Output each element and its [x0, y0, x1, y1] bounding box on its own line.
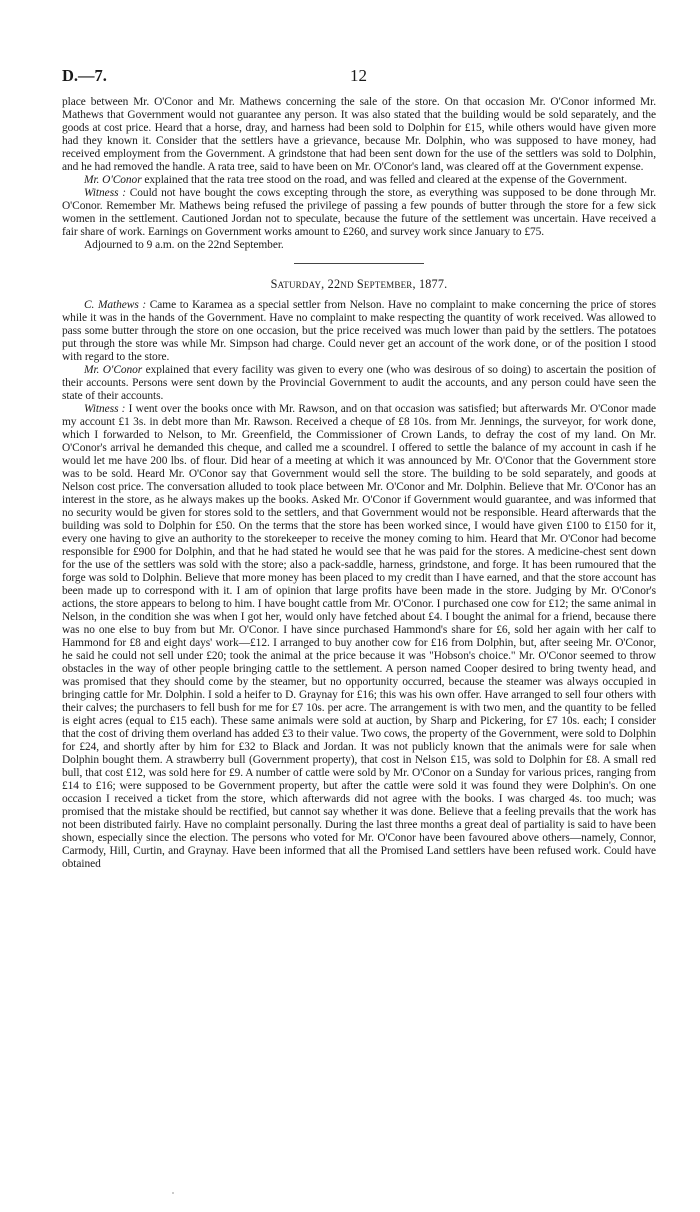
section-divider — [294, 263, 424, 264]
paragraph-text: explained that the rata tree stood on the road, and was felled and cleared at the expense of the Government. — [141, 174, 628, 186]
paragraph-witness — [62, 187, 656, 239]
paragraph-oconor-explanation — [62, 174, 656, 187]
section-heading: Saturday, 22nd September, 1877. — [270, 277, 448, 291]
paragraph-witness-testimony — [62, 403, 656, 871]
adjournment-note: Adjourned to 9 a.m. on the 22nd September. — [84, 239, 284, 251]
speaker-label: Mr. O'Conor — [84, 174, 142, 186]
paragraph-text: Could not have bought the cows excepting through the store, as everything was supposed to be done through Mr. O'Conor. Remember Mr. Mathews being refused the privilege of passing a few pounds of butter through the store for a few sick women in the settlement. Cautioned Jordan not to speculate, because the future of the settlement was uncertain. Have received a fair share of work. Earnings on Government works amount to £260, and survey work since January to £75. — [62, 187, 656, 238]
paragraph-text: Came to Karamea as a special settler from Nelson. Have no complaint to make concerning the price of stores while it was in the hands of the Government. Have no complaint to make respecting the quantity of work received. Was allowed to pass some butter through the store on one occasion, but the price received was much lower than paid by the settlers. The potatoes put through the store was while Mr. Simpson had charge. Could never get an account of the work done, or of the position I stood with regard to the store. — [62, 299, 656, 363]
paragraph-mathews — [62, 299, 656, 364]
paragraph-oconor-accounts — [62, 364, 656, 403]
scan-speck — [172, 1192, 174, 1194]
document-body — [62, 96, 656, 871]
speaker-label: Mr. O'Conor — [84, 364, 143, 376]
speaker-label: C. Mathews : — [84, 299, 147, 311]
speaker-label: Witness : — [84, 187, 126, 199]
page-header — [62, 66, 658, 88]
page-number: 12 — [350, 66, 367, 85]
paragraph-text: I went over the books once with Mr. Rawson, and on that occasion was satisfied; but afterwards Mr. O'Conor made my account £1 3s. in debt more than Mr. Rawson. Received a cheque of £8 10s. from Mr. Jennings, the surveyor, for work done, which I forwarded to Nelson, to Mr. Greenfield, the Commissioner of Crown Lands, to defray the cost of my land. On Mr. O'Conor's arrival he demanded this cheque, and called me a scoundrel. I offered to settle the balance of my account in cash if he would let me have 200 lbs. of flour. Did hear of a meeting at which it was announced by Mr. O'Conor that the Government store was to be sold. Heard Mr. O'Conor say that Government would sell the store. The building to be sold separately, and goods at Nelson cost price. The conversation alluded to took place between Mr. O'Conor and Mr. Dolphin. Believe that Mr. O'Conor has an interest in the store, as he always makes up the books. Asked Mr. O'Conor if Government would guarantee, and was informed that no security would be given for stores sold to the settlers, and that Government would not be responsible. Heard afterwards that the building was sold to Dolphin for £50. On the terms that the store has been worked since, I would have given £100 to £150 for it, every one having to give an authority to the storekeeper to receive the money coming to him. Heard that Mr. O'Conor had become responsible for £900 for Dolphin, and that he had stated he would see that he was paid for the stores. A medicine-chest sent down for the use of the settlers was sold with the store; also a pack-saddle, harness, grindstone, and forge. It has been rumoured that the forge was sold to Dolphin. Believe that more money has been placed to my credit than I have earned, and that the store account has been made up to correspond with it. I am of opinion that large profits have been made in the store. Judging by Mr. O'Conor's actions, the store appears to belong to him. I have bought cattle from Mr. O'Conor. I purchased one cow for £12; the same animal in Nelson, in the condition she was when I got her, would only have fetched about £4. I bought the animal for a friend, because there was no one else to buy from but Mr. O'Conor. I have since purchased Hammond's share for £6, sold her again with her calf to Hammond for £8 and eight days' work—£12. I arranged to buy another cow for £16 from Dolphin, but, after seeing Mr. O'Conor, he said he could not sell under £20; took the animal at the price because it was "Hobson's choice." Mr. O'Conor seemed to throw obstacles in the way of other people bringing cattle to the settlement. A person named Cooper desired to bring twenty head, and was promised that they should come by the steamer, but no opportunity occurred, because the steamer was always occupied in bringing cattle for Mr. Dolphin. I sold a heifer to D. Graynay for £16; this was his own offer. Have arranged to sell four others with their calves; the purchasers to fell bush for me for £7 10s. per acre. The arrangement is with two men, and the quantity to be felled is eight acres (equal to £15 each). These same animals were sold at auction, by Sharp and Pickering, for £7 10s. each; I consider that the cost of driving them overland has added £3 to their value. Two cows, the property of the Government, were sold to Dolphin for £24, and shortly after by him for £32 to Black and Jordan. It was not publicly known that the animals were for sale when Dolphin bought them. A strawberry bull (Government property), that cost in Nelson £15, was sold to Dolphin for £8. A small red bull, that cost £12, was sold here for £9. A number of cattle were sold by Mr. O'Conor on a Sunday for various prices, ranging from £14 to £16; were supposed to be Government property, but after the cattle were sold it was found they were Dolphin's. On one occasion I received a ticket from the store, which afterwards did not agree with the books. I was charged 4s. too much; was promised that the mistake should be rectified, but cannot say whether it was done. Believe that a feeling prevails that the work has not been distributed fairly. Have no complaint personally. During the last three months a great deal of partiality is said to have been shown, especially since the election. The persons who voted for Mr. O'Conor have been favoured above others—namely, Connor, Carmody, Hill, Curtin, and Graynay. Have been informed that all the Promised Land settlers have been refused work. Could have obtained — [62, 403, 657, 870]
document-reference: D.—7. — [62, 66, 107, 85]
paragraph-text: explained that every facility was given to every one (who was desirous of so doing) to ascertain the position of their accounts. Persons were sent down by the Provincial Government to audit the accounts, and any person could have seen the state of their accounts. — [62, 364, 656, 402]
speaker-label: Witness : — [84, 403, 126, 415]
paragraph-continued: place between Mr. O'Conor and Mr. Mathews concerning the sale of the store. On that occasion Mr. O'Conor informed Mr. Mathews that Government would not guarantee any person. It was also stated that the building would be sold separately, and the goods at cost price. Heard that a horse, dray, and harness had been sold to Dolphin for £15, while others would have given more had they known it. Consider that the settlers have a grievance, because Mr. Dolphin, who was supposed to have money, had received employment from the Government. A grindstone that had been sent down for the use of the settlers was sold to Dolphin, and he had removed the handle. A rata tree, said to have been on Mr. O'Conor's land, was cleared off at the Government expense. — [62, 96, 656, 173]
